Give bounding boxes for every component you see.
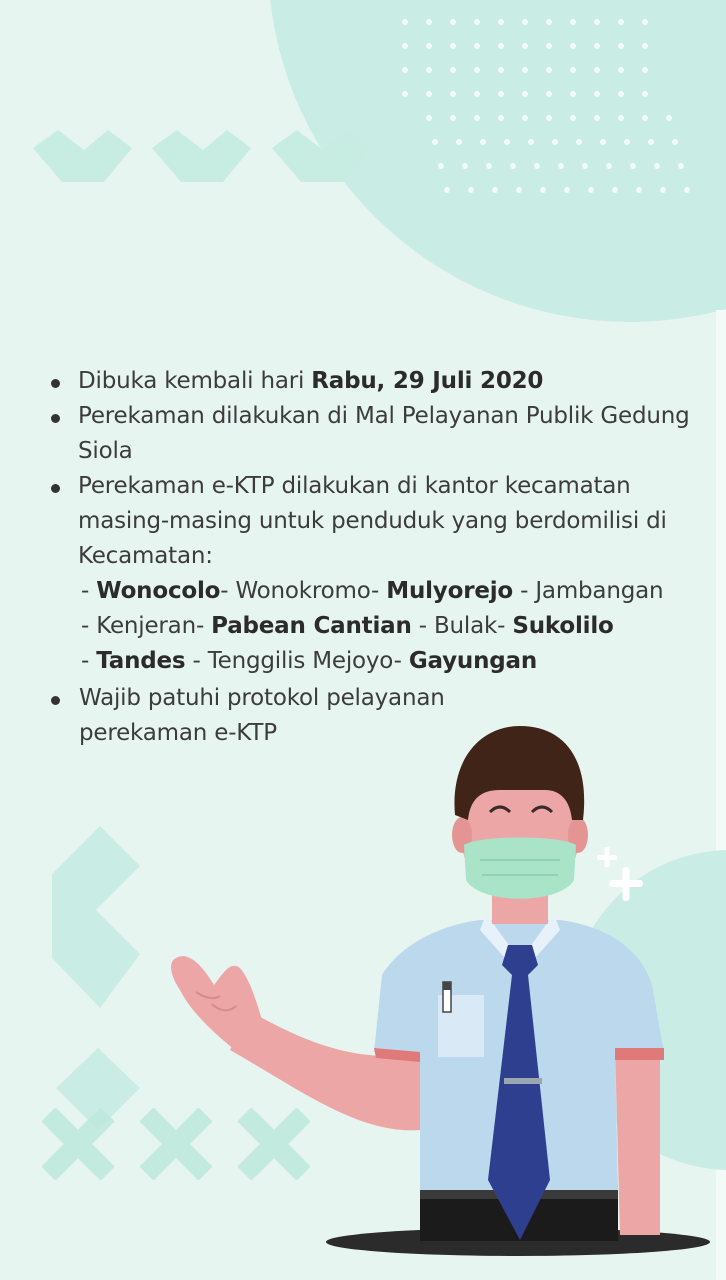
district-name: Gayungan [408,648,538,674]
separator: - Wonokromo- [220,578,387,604]
districts-intro: Perekaman e-KTP dilakukan di kantor kecamatan masing-masing untuk penduduk yang berdomilisi di Kecamatan: [78,473,667,569]
reopen-date: Rabu, 29 Juli 2020 [311,368,544,394]
sparkle-plus-icon [597,847,643,901]
separator: - [81,648,97,674]
district-name: Wonocolo [96,578,221,604]
right-arm [615,1040,660,1235]
district-name: Mulyorejo [386,578,514,604]
district-name: Tandes [96,648,186,674]
separator: - Tenggilis Mejoyo- [185,648,409,674]
separator: - Jambangan [513,578,664,604]
separator: - Kenjeran- [81,613,212,639]
protocol-text: Wajib patuhi protokol pelayanan perekaman e-KTP [79,685,445,746]
location-text: Perekaman dilakukan di Mal Pelayanan Publik Gedung Siola [78,403,690,464]
reopen-text: Dibuka kembali hari [78,368,312,394]
separator: - [81,578,97,604]
face-mask [464,838,576,899]
sleeve-right [615,1048,664,1060]
district-name: Pabean Cantian [211,613,412,639]
separator: - Bulak- [411,613,513,639]
district-name: Sukolilo [512,613,614,639]
tie-clip [504,1078,542,1084]
